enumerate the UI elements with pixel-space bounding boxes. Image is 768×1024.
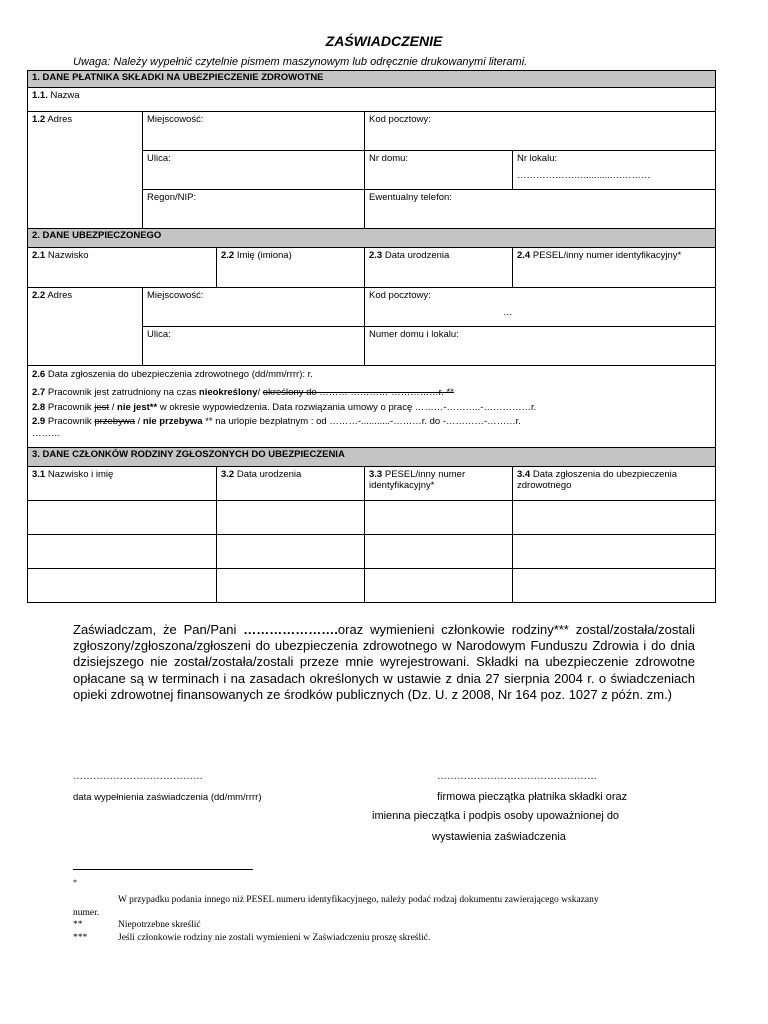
footnote-divider: [73, 869, 253, 870]
insured-house-flat-field[interactable]: Numer domu i lokalu:: [365, 327, 716, 366]
family-name-cell[interactable]: [28, 569, 217, 603]
payer-city-field[interactable]: Miejscowość:: [143, 112, 365, 151]
fill-dots: ………: [32, 427, 61, 439]
family-pesel-cell[interactable]: [365, 501, 513, 535]
option-stays[interactable]: przebywa: [94, 416, 135, 428]
certificate-form-table: [27, 70, 716, 603]
instruction-note: Uwaga: Należy wypełnić czytelnie pismem maszynowym lub odręcznie drukowanymi literami.: [73, 56, 528, 68]
option-is-not[interactable]: nie jest**: [117, 401, 158, 413]
footnote-3-text: Jeśli członkowie rodziny nie zostali wymienieni w Zaświadczeniu proszę skreślić.: [118, 933, 431, 943]
field-number: 2.1: [32, 250, 46, 261]
footnote-2-text: Niepotrzebne skreślić: [118, 920, 201, 930]
family-name-cell[interactable]: [28, 535, 217, 569]
registration-date-line[interactable]: [32, 369, 711, 380]
line-text: Pracownik jest zatrudniony na czas: [47, 387, 197, 399]
fill-dots: …………………...........…………: [517, 170, 651, 182]
unpaid-leave-line[interactable]: [32, 416, 711, 427]
option-indefinite[interactable]: nieokreślony: [198, 387, 258, 399]
footnote-marker: ***: [73, 933, 88, 943]
insured-address-label: [28, 288, 143, 366]
name-dots[interactable]: ………………….: [243, 622, 338, 637]
date-signature-dots[interactable]: …………………………………: [73, 771, 203, 782]
section3-header: 3. DANE CZŁONKÓW RODZINY ZGŁOSZONYCH DO UBEZPIECZENIA: [28, 448, 716, 467]
employment-details-block: [28, 366, 716, 448]
line-text: Data zgłoszenia do ubezpieczenia zdrowotnego (dd/mm/rrrr): r.: [47, 369, 313, 380]
field-label: Adres: [47, 290, 73, 301]
payer-house-number-field[interactable]: Nr domu:: [365, 151, 513, 190]
field-number: 3.3: [369, 469, 383, 480]
family-row: [28, 569, 716, 603]
payer-regon-nip-field[interactable]: Regon/NIP:: [143, 190, 365, 229]
line-text: Pracownik: [47, 401, 92, 413]
footnote-1-continuation: numer.: [73, 908, 100, 918]
section1-header: 1. DANE PŁATNIKA SKŁADKI NA UBEZPIECZENIE ZDROWOTNE: [28, 71, 716, 88]
insured-postal-code-field[interactable]: [365, 288, 716, 327]
family-pesel-cell[interactable]: [365, 535, 513, 569]
column-label: Data zgłoszenia do ubezpieczenia zdrowotnego: [517, 469, 678, 492]
statement-text: Zaświadczam, że Pan/Pani: [73, 622, 237, 637]
payer-street-field[interactable]: Ulica:: [143, 151, 365, 190]
field-number: 2.2: [32, 290, 46, 301]
family-registration-cell[interactable]: [513, 535, 716, 569]
family-col-registration-date: [513, 467, 716, 501]
field-number: 2.7: [32, 387, 46, 399]
insured-birthdate-field[interactable]: [365, 248, 513, 288]
field-label: Nazwa: [50, 90, 80, 101]
line-text: ** na urlopie bezpłatnym : od ………-...........-………r. do -…………-………r.: [205, 416, 521, 428]
field-number: 3.2: [221, 469, 235, 480]
family-name-cell[interactable]: [28, 501, 217, 535]
option-is[interactable]: jest: [94, 401, 110, 413]
date-signature-label: data wypełnienia zaświadczenia (dd/mm/rrrr): [73, 792, 262, 803]
section2-header: 2. DANE UBEZPIECZONEGO: [28, 229, 716, 248]
field-number: 2.4: [517, 250, 531, 261]
insured-pesel-field[interactable]: [513, 248, 716, 288]
family-registration-cell[interactable]: [513, 501, 716, 535]
field-label: Nazwisko: [47, 250, 89, 261]
family-birthdate-cell[interactable]: [217, 501, 365, 535]
insured-city-field[interactable]: Miejscowość:: [143, 288, 365, 327]
separator: /: [137, 416, 141, 428]
payer-name-field[interactable]: [28, 88, 716, 112]
family-col-pesel: [365, 467, 513, 501]
field-number: 1.1.: [32, 90, 48, 101]
line-text: Pracownik: [47, 416, 92, 428]
stamp-signature-dots[interactable]: …………………………………………: [437, 771, 597, 782]
fill-dots: …: [503, 307, 513, 319]
insured-firstname-field[interactable]: [217, 248, 365, 288]
field-label: Adres: [47, 114, 73, 125]
statement-text: oraz wymienieni członkowie rodziny*** zostal/została/zostali zgłoszony/zgłoszona/zgłoszeni do ubezpieczenia zdrowotnego w Narodowym Funduszu Zdrowia i do dnia dzisiejszego nie został/została/zostali przeze mnie wyrejestrowani. Składki na ubezpieczenie zdrowotne opłacane są w terminach i na zasadach określonych w ustawie z dnia 27 sierpnia 2004 r. o świadczeniach opieki zdrowotnej finansowanych ze środków publicznych (Dz. U. z 2008, Nr 164 poz. 1027 z późn. zm.): [73, 622, 695, 702]
field-label: PESEL/inny numer identyfikacyjny*: [532, 250, 682, 261]
option-does-not-stay[interactable]: nie przebywa: [142, 416, 203, 428]
payer-postal-code-field[interactable]: Kod pocztowy:: [365, 112, 716, 151]
payer-phone-field[interactable]: Ewentualny telefon:: [365, 190, 716, 229]
line-text: w okresie wypowiedzenia. Data rozwiązania umowy o pracę ………-………..-……………r.: [159, 401, 537, 413]
stamp-label-line2: imienna pieczątka i podpis osoby upoważnionej do: [372, 810, 620, 822]
insured-street-field[interactable]: Ulica:: [143, 327, 365, 366]
column-label: PESEL/inny numer identyfikacyjny*: [369, 469, 466, 492]
field-number: 1.2: [32, 114, 46, 125]
separator: /: [111, 401, 115, 413]
field-number: 2.2: [221, 250, 235, 261]
footnote-marker: *: [73, 878, 77, 887]
column-label: Data urodzenia: [236, 469, 302, 480]
field-number: 3.4: [517, 469, 531, 480]
notice-period-line[interactable]: [32, 402, 711, 413]
family-birthdate-cell[interactable]: [217, 569, 365, 603]
field-label: Imię (imiona): [236, 250, 292, 261]
payer-address-label: [28, 112, 143, 229]
field-label: Kod pocztowy:: [369, 290, 431, 301]
family-row: [28, 535, 716, 569]
field-label: Data urodzenia: [384, 250, 450, 261]
stamp-label-line3: wystawienia zaświadczenia: [432, 831, 566, 843]
family-col-birthdate: [217, 467, 365, 501]
column-label: Nazwisko i imię: [47, 469, 114, 480]
field-number: 2.6: [32, 369, 46, 380]
family-birthdate-cell[interactable]: [217, 535, 365, 569]
family-col-name: [28, 467, 217, 501]
footnote-1-text: W przypadku podania innego niż PESEL numeru identyfikacyjnego, należy podać rodzaj dokumentu zawierającego wskazany: [118, 895, 599, 905]
footnote-marker: **: [73, 920, 83, 930]
family-registration-cell[interactable]: [513, 569, 716, 603]
field-number: 2.9: [32, 416, 46, 428]
family-row: [28, 501, 716, 535]
certification-statement: [73, 622, 695, 703]
family-pesel-cell[interactable]: [365, 569, 513, 603]
stamp-label-line1: firmowa pieczątka płatnika składki oraz: [437, 791, 628, 803]
separator: /: [257, 387, 261, 399]
employment-term-line[interactable]: [32, 387, 711, 398]
field-label: Nr lokalu:: [517, 153, 558, 164]
field-number: 3.1: [32, 469, 46, 480]
document-title: ZAŚWIADCZENIE: [325, 33, 443, 49]
insured-surname-field[interactable]: [28, 248, 217, 288]
field-number: 2.8: [32, 401, 46, 413]
payer-flat-number-field[interactable]: [513, 151, 716, 190]
field-number: 2.3: [369, 250, 383, 261]
option-fixed-term[interactable]: określony do ……… ………… ……………r. **: [262, 387, 454, 399]
